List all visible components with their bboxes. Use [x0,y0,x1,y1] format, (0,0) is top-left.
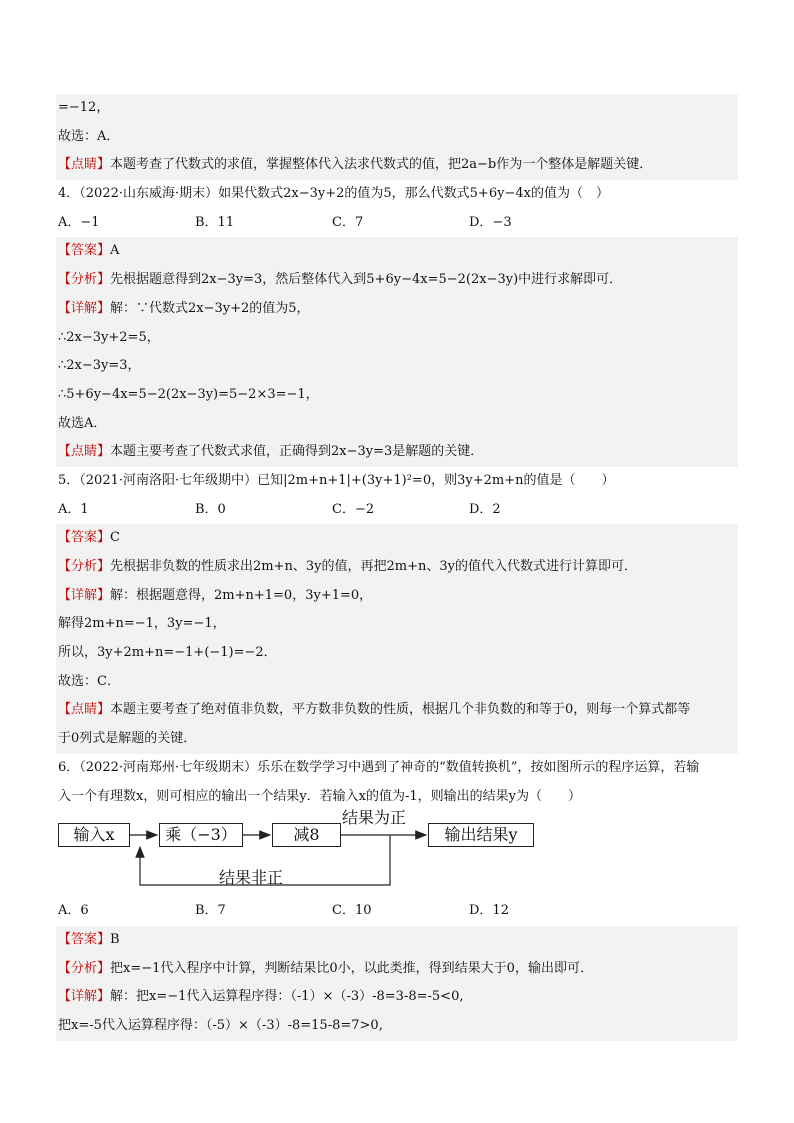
option-d: D．2 [469,501,501,517]
comment-tag: 【点睛】 [58,444,111,460]
detail-line: 【详解】解：把x=−1代入运算程序得：（-1）×（-3）-8=3-8=-5<0, [56,983,738,1012]
document-page [56,94,738,1041]
step-line: ∴2x−3y+2=5， [56,324,738,353]
comment-line: 【点睛】本题主要考查了绝对值非负数，平方数非负数的性质，根据几个非负数的和等于0，则每一个算式都等 [56,696,738,725]
flow-subtract-box: 减8 [272,823,341,847]
text-line: 故选A． [56,410,738,439]
analysis-tag: 【分析】 [58,272,111,288]
question-4-options [56,209,738,238]
comment-tag: 【点睛】 [58,157,111,173]
question-5-options [56,496,738,525]
analysis-tag: 【分析】 [58,559,111,574]
analysis-line: 【分析】先根据非负数的性质求出2m+n、3y的值，再把2m+n、3y的值代入代数式进行计算即可． [56,553,738,582]
option-b: B．11 [195,214,235,230]
comment-line: 【点睛】本题考查了代数式的求值，掌握整体代入法求代数式的值，把2a−b作为一个整体是解题关键． [56,151,738,180]
comment-line: 【点睛】本题主要考查了代数式求值，正确得到2x−3y=3是解题的关键． [56,438,738,467]
analysis-tag: 【分析】 [58,960,111,976]
option-a: A．−1 [58,214,100,230]
answer-tag: 【答案】 [58,530,111,546]
option-d: D．12 [469,903,509,919]
detail-tag: 【详解】 [58,587,111,603]
question-6-line1: 6．（2022·河南郑州·七年级期末）乐乐在数学学习中遇到了神奇的“数值转换机”，按如图所示的程序运算，若输 [58,759,700,775]
text-line: =−12， [56,94,738,123]
comment-tag: 【点睛】 [58,702,111,718]
option-b: B．0 [195,501,226,517]
comment-line-cont: 于0列式是解题的关键． [56,725,738,754]
flow-multiply-box: 乘（−3） [159,823,243,847]
question-5: 5．（2021·河南洛阳·七年级期中）已知|2m+n+1|+(3y+1)²=0，则3y+2m+n的值是（ ） [58,472,615,488]
detail-tag: 【详解】 [58,300,111,316]
step-line: 所以，3y+2m+n=−1+(−1)=−2． [56,639,738,668]
option-a: A．1 [58,501,89,517]
step-line: 把x=-5代入运算程序得：（-5）×（-3）-8=15-8=7>0, [56,1012,738,1041]
analysis-line: 【分析】把x=−1代入程序中计算，判断结果比0小，以此类推，得到结果大于0，输出即可． [56,955,738,984]
answer-line: 【答案】A [56,237,738,266]
analysis-line: 【分析】先根据题意得到2x−3y=3，然后整体代入到5+6y−4x=5−2(2x−3y)中进行求解即可． [56,266,738,295]
option-b: B．7 [195,903,226,919]
answer-line: 【答案】C [56,524,738,553]
flowchart [56,808,738,897]
text-line: 故选：C． [56,668,738,697]
question-6-line2: 入一个有理数x，则可相应的输出一个结果y．若输入x的值为-1，则输出的结果y为（ ） [58,788,582,804]
text-line: 故选：A． [56,123,738,152]
option-a: A．6 [58,903,89,919]
flow-input-box: 输入x [58,823,130,847]
step-line: ∴2x−3y=3， [56,352,738,381]
step-line: 解得2m+n=−1，3y=−1， [56,610,738,639]
answer-tag: 【答案】 [58,243,111,259]
flow-positive-label: 结果为正 [342,808,407,828]
option-c: C．−2 [332,501,375,517]
option-c: C．7 [332,214,364,230]
answer-tag: 【答案】 [58,931,111,947]
answer-line: 【答案】B [56,926,738,955]
flow-output-box: 输出结果y [428,823,534,847]
flow-nonpositive-label: 结果非正 [219,868,284,888]
step-line: ∴5+6y−4x=5−2(2x−3y)=5−2×3=−1， [56,381,738,410]
option-d: D．−3 [469,214,512,230]
question-4: 4．（2022·山东威海·期末）如果代数式2x−3y+2的值为5，那么代数式5+6y−4x的值为（ ） [58,186,609,202]
detail-line: 【详解】解：根据题意得，2m+n+1=0，3y+1=0， [56,582,738,611]
detail-tag: 【详解】 [58,989,111,1005]
option-c: C．10 [332,903,372,919]
detail-line: 【详解】解：∵代数式2x−3y+2的值为5， [56,295,738,324]
question-6-options [56,897,738,926]
